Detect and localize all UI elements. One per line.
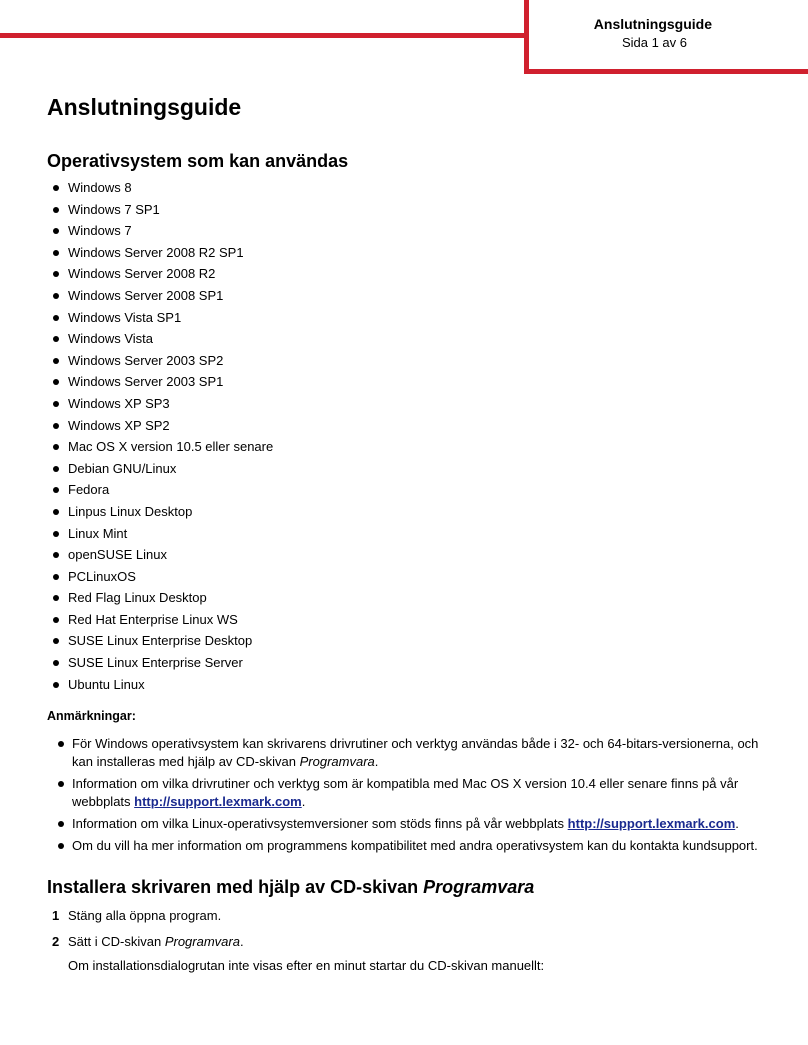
step-2-subtext: Om installationsdialogrutan inte visas efter en minut startar du CD-skivan manuellt:	[68, 958, 545, 973]
list-item: Windows Server 2003 SP2	[47, 350, 273, 372]
support-link[interactable]: http://support.lexmark.com	[134, 794, 302, 809]
header-page-number: Sida 1 av 6	[621, 35, 687, 50]
step-text: Stäng alla öppna program.	[68, 908, 222, 923]
list-item: Debian GNU/Linux	[47, 458, 273, 480]
page-title: Anslutningsguide	[47, 94, 242, 120]
list-item: SUSE Linux Enterprise Server	[47, 652, 273, 674]
list-item: openSUSE Linux	[47, 544, 273, 566]
list-item: Windows 7	[47, 220, 273, 242]
note-item	[58, 735, 768, 771]
list-item: Fedora	[47, 479, 273, 501]
list-item: Red Flag Linux Desktop	[47, 587, 273, 609]
list-item: Windows Server 2008 R2 SP1	[47, 242, 273, 264]
step-text: Sätt i CD‑skivan	[68, 934, 165, 949]
note-end: .	[735, 816, 739, 831]
list-item: Linux Mint	[47, 523, 273, 545]
header-rule-vertical	[524, 0, 529, 74]
section-heading-install	[47, 877, 534, 898]
note-end: .	[301, 794, 306, 809]
header-rule-bottom	[524, 69, 808, 74]
note-text: Om du vill ha mer information om programmens kompatibilitet med andra operativsystem kan du kontakta kundsupport.	[72, 838, 758, 853]
heading-emphasis: Programvara	[423, 877, 535, 897]
note-text: För Windows operativsystem kan skrivarens drivrutiner och verktyg användas både i 32‑ och 64‑bitars‑versionerna, och kan installeras med hjälp av CD‑skivan	[72, 736, 759, 769]
list-item: Windows Server 2008 R2	[47, 263, 273, 285]
list-item: Ubuntu Linux	[47, 674, 273, 696]
notes-label: Anmärkningar:	[47, 709, 136, 723]
list-item: Windows 8	[47, 177, 273, 199]
os-list	[47, 177, 273, 695]
step-emphasis: Programvara	[164, 934, 240, 949]
list-item: SUSE Linux Enterprise Desktop	[47, 630, 273, 652]
step-number: 2	[52, 934, 60, 949]
list-item: Windows XP SP3	[47, 393, 273, 415]
note-emphasis: Programvara	[299, 754, 375, 769]
list-item: Windows Server 2008 SP1	[47, 285, 273, 307]
note-item	[58, 815, 768, 833]
note-item	[58, 775, 768, 811]
support-link[interactable]: http://support.lexmark.com	[567, 816, 736, 831]
step-number: 1	[52, 908, 60, 923]
note-end: .	[374, 754, 379, 769]
list-item: Mac OS X version 10.5 eller senare	[47, 436, 273, 458]
step-end: .	[239, 934, 244, 949]
note-item	[58, 837, 768, 855]
list-item: Windows XP SP2	[47, 415, 273, 437]
list-item: Windows Vista SP1	[47, 307, 273, 329]
note-text: Information om vilka Linux‑operativsystemversioner som stöds finns på vår webbplats	[72, 816, 568, 831]
list-item: PCLinuxOS	[47, 566, 273, 588]
list-item: Windows 7 SP1	[47, 199, 273, 221]
heading-text: Installera skrivaren med hjälp av CD-skivan	[47, 877, 424, 897]
notes-list	[58, 735, 768, 859]
list-item: Red Hat Enterprise Linux WS	[47, 609, 273, 631]
section-heading-os: Operativsystem som kan användas	[47, 151, 349, 171]
step-1	[52, 908, 221, 923]
header-title: Anslutningsguide	[593, 16, 712, 32]
note-text: Information om vilka drivrutiner och verktyg som är kompatibla med Mac OS X version 10.4 eller senare finns på vår webbplats	[72, 776, 739, 809]
list-item: Linpus Linux Desktop	[47, 501, 273, 523]
header-rule-horizontal	[0, 33, 528, 38]
step-2	[52, 934, 244, 949]
list-item: Windows Vista	[47, 328, 273, 350]
list-item: Windows Server 2003 SP1	[47, 371, 273, 393]
